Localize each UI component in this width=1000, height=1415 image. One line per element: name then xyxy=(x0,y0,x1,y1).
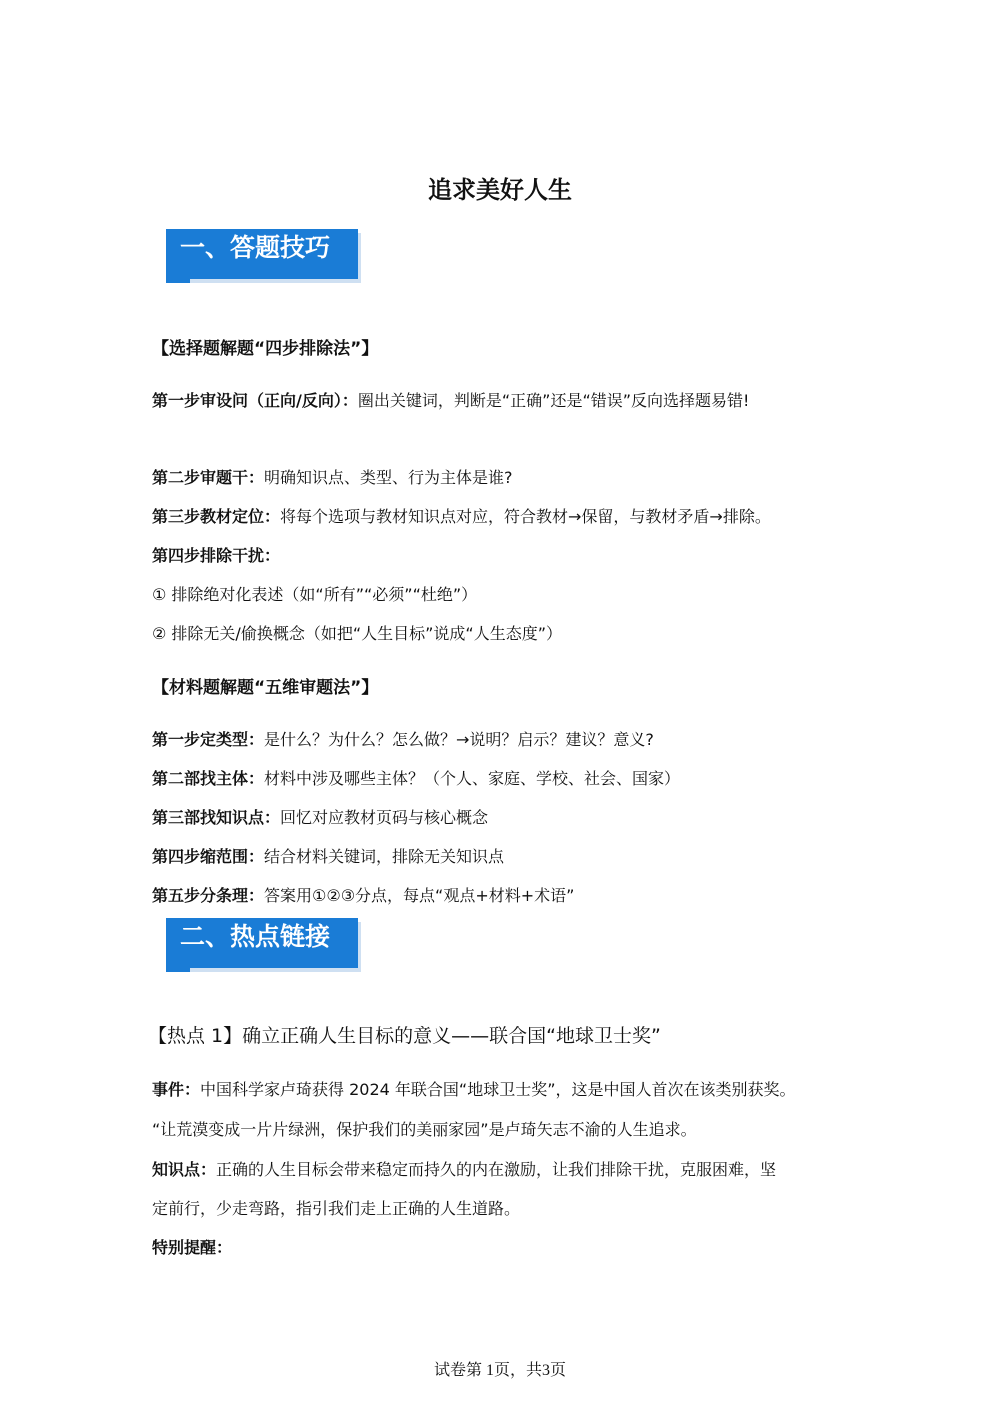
choice-step2 xyxy=(152,465,513,488)
step-text: 答案用①②③分点，每点“观点+材料+术语” xyxy=(264,886,575,905)
step-text: 材料中涉及哪些主体？（个人、家庭、学校、社会、国家） xyxy=(264,769,681,788)
step-text: 明确知识点、类型、行为主体是谁? xyxy=(264,468,513,487)
choice-heading: 【选择题解题“四步排除法”】 xyxy=(152,339,379,359)
step-text: 将每个选项与教材知识点对应，符合教材→保留，与教材矛盾→排除。 xyxy=(280,507,771,526)
step-lead: 第二步审题干： xyxy=(152,468,265,487)
hotspot-knowledge-cont: 定前行，少走弯路，指引我们走上正确的人生道路。 xyxy=(152,1199,521,1218)
knowledge-lead: 知识点： xyxy=(152,1160,217,1179)
choice-step3 xyxy=(152,504,771,527)
choice-item2: ② 排除无关/偷换概念（如把“人生目标”说成“人生态度”） xyxy=(152,624,562,643)
step-lead: 第一步审设问（正向/反向）： xyxy=(152,391,358,410)
step-text: 回忆对应教材页码与核心概念 xyxy=(280,808,489,827)
event-text: 中国科学家卢琦获得 2024 年联合国“地球卫士奖”，这是中国人首次在该类别获奖。 xyxy=(200,1080,796,1099)
step-lead: 第三部找知识点： xyxy=(152,808,281,827)
hotspot-knowledge xyxy=(152,1157,776,1180)
reminder-lead: 特别提醒： xyxy=(152,1238,233,1257)
step-lead: 第二部找主体： xyxy=(152,769,265,788)
step-text: 结合材料关键词，排除无关知识点 xyxy=(264,847,505,866)
page-title: 追求美好人生 xyxy=(428,176,572,204)
step-lead: 第三步教材定位： xyxy=(152,507,281,526)
material-step5 xyxy=(152,883,574,906)
step-text: 是什么？为什么？怎么做？→说明？启示？建议？意义? xyxy=(264,730,654,749)
section-banner-hotspot xyxy=(166,918,358,968)
step-lead: 第四步排除干扰： xyxy=(152,546,281,565)
banner-underline xyxy=(166,279,190,283)
hotspot-reminder xyxy=(152,1235,232,1258)
banner-label: 二、热点链接 xyxy=(180,922,331,951)
material-heading: 【材料题解题“五维审题法”】 xyxy=(152,678,379,698)
choice-step1 xyxy=(152,388,749,411)
material-step1 xyxy=(152,727,654,750)
knowledge-text: 正确的人生目标会带来稳定而持久的内在激励，让我们排除干扰，克服困难，坚 xyxy=(216,1160,777,1179)
section-banner-tips xyxy=(166,229,358,279)
step-lead: 第四步缩范围： xyxy=(152,847,265,866)
banner-label: 一、答题技巧 xyxy=(180,233,331,262)
choice-item1: ① 排除绝对化表述（如“所有”“必须”“杜绝”） xyxy=(152,585,478,604)
hotspot-event xyxy=(152,1077,796,1100)
material-step4 xyxy=(152,844,504,867)
page-footer: 试卷第 1页，共3页 xyxy=(433,1362,566,1379)
hotspot-heading: 【热点 1】确立正确人生目标的意义——联合国“地球卫士奖” xyxy=(148,1025,661,1047)
step-text: 圈出关键词，判断是“正确”还是“错误”反向选择题易错! xyxy=(357,391,750,410)
choice-step4 xyxy=(152,543,280,566)
hotspot-event-cont: “让荒漠变成一片片绿洲，保护我们的美丽家园”是卢琦矢志不渝的人生追求。 xyxy=(152,1120,697,1139)
material-step3 xyxy=(152,805,488,828)
step-lead: 第五步分条理： xyxy=(152,886,265,905)
step-lead: 第一步定类型： xyxy=(152,730,265,749)
banner-underline xyxy=(166,968,190,972)
event-lead: 事件： xyxy=(152,1080,201,1099)
material-step2 xyxy=(152,766,680,789)
